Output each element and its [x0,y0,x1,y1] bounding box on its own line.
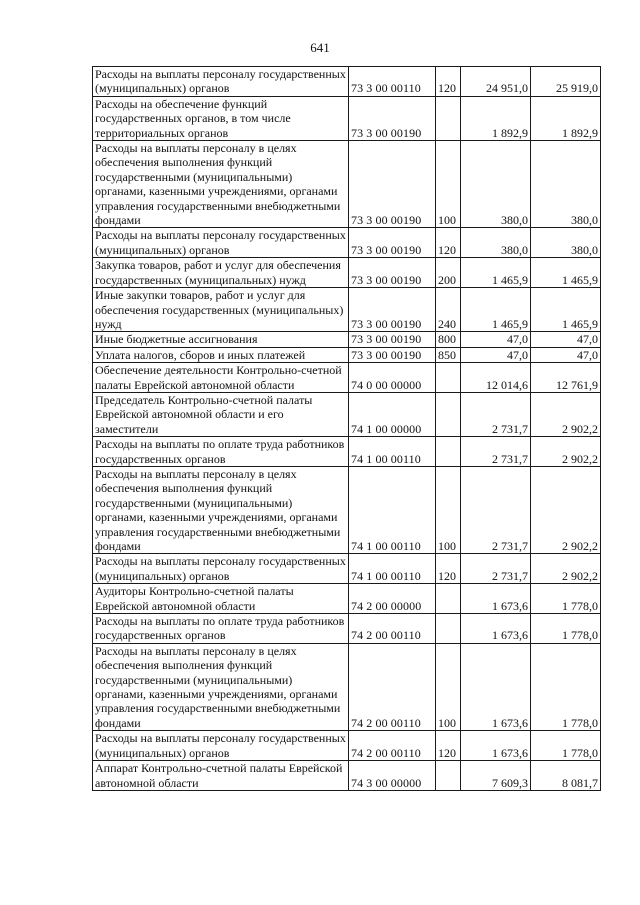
table-row [93,363,601,393]
table-row [93,584,601,614]
row-code: 74 1 00 00000 [349,392,436,436]
row-name: Расходы на выплаты персоналу государственных (муниципальных) органов [93,228,349,258]
row-amount-year2: 47,0 [531,347,601,362]
row-amount-year1: 47,0 [461,332,531,347]
row-expense-type [436,614,461,644]
row-name: Расходы на выплаты персоналу государственных (муниципальных) органов [93,554,349,584]
row-code: 74 0 00 00000 [349,363,436,393]
row-code: 74 2 00 00110 [349,731,436,761]
table-row [93,554,601,584]
row-name: Расходы на выплаты по оплате труда работников государственных органов [93,437,349,467]
row-expense-type: 800 [436,332,461,347]
row-name: Расходы на выплаты персоналу государственных (муниципальных) органов [93,67,349,97]
row-code: 73 3 00 00190 [349,332,436,347]
row-amount-year1: 24 951,0 [461,67,531,97]
row-code: 74 1 00 00110 [349,554,436,584]
row-amount-year2: 2 902,2 [531,466,601,553]
row-expense-type [436,437,461,467]
row-amount-year1: 47,0 [461,347,531,362]
row-name: Аудиторы Контрольно-счетной палаты Еврейской автономной области [93,584,349,614]
row-name: Расходы на выплаты персоналу в целях обеспечения выполнения функций государственными (муниципальными) органами, казенными учреждениями, органами управления государственными внебюджетными фондами [93,643,349,730]
row-amount-year1: 1 465,9 [461,288,531,332]
row-code: 74 2 00 00110 [349,614,436,644]
row-name: Закупка товаров, работ и услуг для обеспечения государственных (муниципальных) нужд [93,258,349,288]
row-amount-year1: 380,0 [461,228,531,258]
row-amount-year2: 1 778,0 [531,614,601,644]
table-row [93,466,601,553]
table-row [93,347,601,362]
row-code: 74 1 00 00110 [349,437,436,467]
row-expense-type [436,761,461,791]
table-row [93,437,601,467]
row-code: 73 3 00 00190 [349,288,436,332]
row-name: Расходы на выплаты персоналу государственных (муниципальных) органов [93,731,349,761]
row-expense-type: 120 [436,67,461,97]
row-expense-type: 200 [436,258,461,288]
row-amount-year1: 12 014,6 [461,363,531,393]
row-code: 74 2 00 00000 [349,584,436,614]
row-amount-year2: 25 919,0 [531,67,601,97]
table-row [93,643,601,730]
row-amount-year2: 2 902,2 [531,392,601,436]
row-expense-type: 100 [436,141,461,228]
row-amount-year2: 1 892,9 [531,96,601,140]
row-name: Уплата налогов, сборов и иных платежей [93,347,349,362]
row-name: Расходы на обеспечение функций государственных органов, в том числе территориальных органов [93,96,349,140]
row-code: 74 1 00 00110 [349,466,436,553]
row-amount-year2: 2 902,2 [531,437,601,467]
row-amount-year2: 2 902,2 [531,554,601,584]
row-name: Расходы на выплаты персоналу в целях обеспечения выполнения функций государственными (муниципальными) органами, казенными учреждениями, органами управления государственными внебюджетными фондами [93,141,349,228]
row-code: 73 3 00 00110 [349,67,436,97]
row-amount-year1: 1 673,6 [461,584,531,614]
table-row [93,332,601,347]
row-code: 73 3 00 00190 [349,96,436,140]
row-name: Расходы на выплаты персоналу в целях обеспечения выполнения функций государственными (муниципальными) органами, казенными учреждениями, органами управления государственными внебюджетными фондами [93,466,349,553]
row-amount-year2: 1 465,9 [531,258,601,288]
table-row [93,614,601,644]
table-row [93,731,601,761]
page-number: 641 [310,40,330,55]
row-amount-year1: 1 892,9 [461,96,531,140]
row-code: 74 3 00 00000 [349,761,436,791]
row-name: Иные бюджетные ассигнования [93,332,349,347]
row-amount-year2: 1 465,9 [531,288,601,332]
row-amount-year2: 1 778,0 [531,584,601,614]
row-name: Расходы на выплаты по оплате труда работников государственных органов [93,614,349,644]
row-expense-type [436,392,461,436]
row-amount-year2: 12 761,9 [531,363,601,393]
row-name: Обеспечение деятельности Контрольно-счетной палаты Еврейской автономной области [93,363,349,393]
row-amount-year1: 7 609,3 [461,761,531,791]
row-amount-year1: 380,0 [461,141,531,228]
row-code: 73 3 00 00190 [349,258,436,288]
row-expense-type: 100 [436,466,461,553]
row-expense-type [436,363,461,393]
row-name: Аппарат Контрольно-счетной палаты Еврейской автономной области [93,761,349,791]
row-amount-year1: 2 731,7 [461,554,531,584]
row-name: Иные закупки товаров, работ и услуг для обеспечения государственных (муниципальных) нужд [93,288,349,332]
table-row [93,96,601,140]
row-expense-type: 100 [436,643,461,730]
table-row [93,141,601,228]
table-row [93,392,601,436]
row-amount-year2: 380,0 [531,228,601,258]
row-amount-year2: 47,0 [531,332,601,347]
row-amount-year1: 1 465,9 [461,258,531,288]
row-code: 74 2 00 00110 [349,643,436,730]
row-expense-type: 240 [436,288,461,332]
row-amount-year2: 1 778,0 [531,731,601,761]
table-row [93,761,601,791]
row-expense-type [436,96,461,140]
row-expense-type: 120 [436,554,461,584]
row-expense-type: 120 [436,228,461,258]
row-amount-year1: 2 731,7 [461,466,531,553]
table-row [93,67,601,97]
row-amount-year2: 1 778,0 [531,643,601,730]
row-amount-year2: 380,0 [531,141,601,228]
row-amount-year2: 8 081,7 [531,761,601,791]
row-code: 73 3 00 00190 [349,347,436,362]
table-row [93,228,601,258]
budget-table-body [93,67,601,791]
row-expense-type [436,584,461,614]
row-name: Председатель Контрольно-счетной палаты Еврейской автономной области и его заместители [93,392,349,436]
table-row [93,258,601,288]
row-amount-year1: 2 731,7 [461,437,531,467]
row-amount-year1: 1 673,6 [461,731,531,761]
row-expense-type: 850 [436,347,461,362]
row-amount-year1: 2 731,7 [461,392,531,436]
table-row [93,288,601,332]
row-amount-year1: 1 673,6 [461,643,531,730]
row-code: 73 3 00 00190 [349,228,436,258]
row-expense-type: 120 [436,731,461,761]
row-code: 73 3 00 00190 [349,141,436,228]
row-amount-year1: 1 673,6 [461,614,531,644]
budget-table [92,66,601,791]
